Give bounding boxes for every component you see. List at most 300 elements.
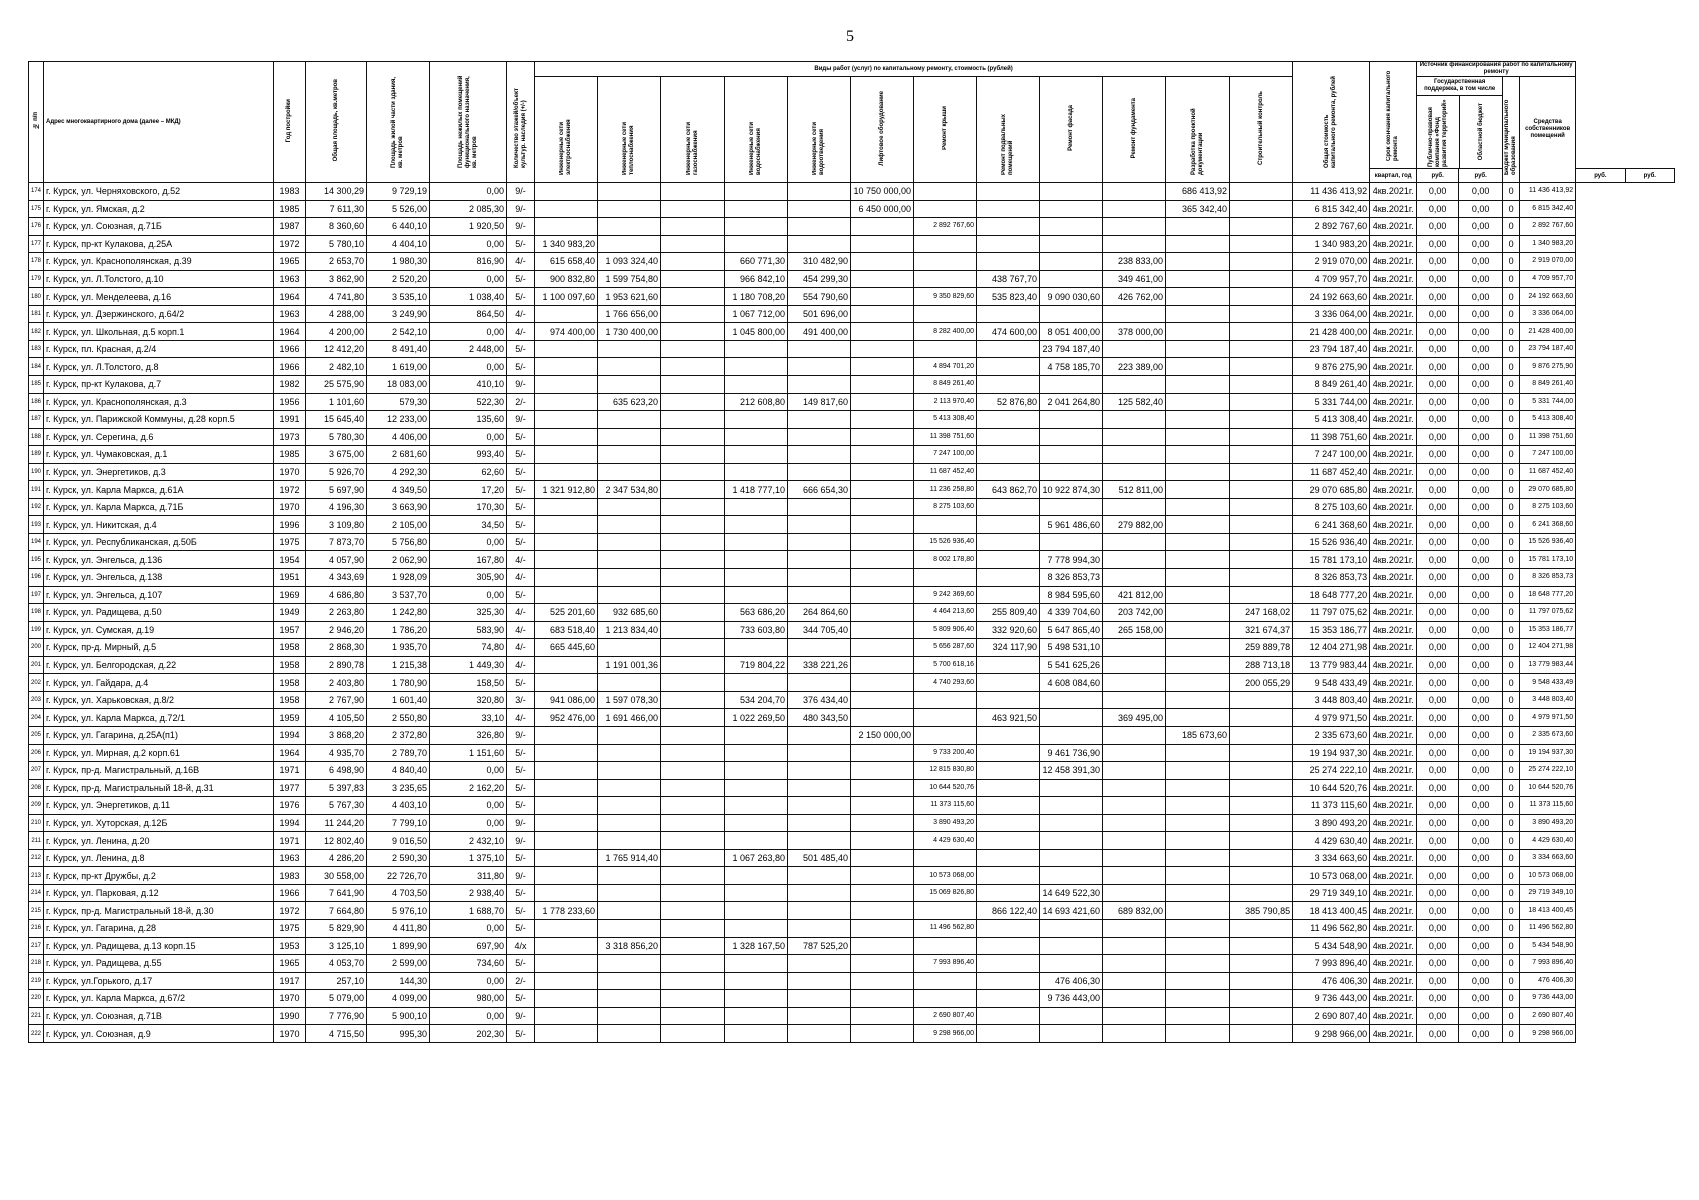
- table-cell: 179: [29, 270, 44, 288]
- table-cell: 29 719 349,10: [1520, 884, 1576, 902]
- table-cell: 247 168,02: [1230, 604, 1293, 622]
- table-cell: 1971: [274, 762, 306, 780]
- table-cell: 4 429 630,40: [914, 832, 977, 850]
- table-cell: 0,00: [1417, 849, 1459, 867]
- table-cell: [1166, 832, 1230, 850]
- table-cell: [725, 972, 788, 990]
- table-cell: 8 275 103,60: [1293, 498, 1370, 516]
- table-cell: 2 520,20: [367, 270, 430, 288]
- table-cell: [1166, 639, 1230, 657]
- table-row: [29, 937, 1675, 955]
- table-cell: [851, 744, 914, 762]
- table-cell: 4кв.2021г.: [1370, 288, 1417, 306]
- table-cell: 7 247 100,00: [1520, 446, 1576, 464]
- table-cell: [1230, 288, 1293, 306]
- table-cell: 2 542,10: [367, 323, 430, 341]
- table-cell: 535 823,40: [977, 288, 1040, 306]
- table-cell: 264 864,60: [788, 604, 851, 622]
- table-cell: [788, 516, 851, 534]
- table-cell: 200 055,29: [1230, 674, 1293, 692]
- table-cell: [535, 551, 598, 569]
- table-cell: 24 192 663,60: [1520, 288, 1576, 306]
- table-cell: 9 876 275,90: [1293, 358, 1370, 376]
- table-cell: г. Курск, ул. Л.Толстого, д.10: [44, 270, 274, 288]
- col-nonres-area: Площадь нежилых помещений функционального назначения, кв. метров: [430, 62, 507, 183]
- table-cell: [598, 955, 661, 973]
- table-cell: [914, 200, 977, 218]
- table-cell: [851, 533, 914, 551]
- col-basement: Ремонт подвальных помещений: [977, 77, 1040, 183]
- table-row: [29, 832, 1675, 850]
- table-cell: 0,00: [1459, 340, 1503, 358]
- table-cell: 3 890 493,20: [1293, 814, 1370, 832]
- table-cell: 0,00: [1459, 516, 1503, 534]
- table-cell: 10 922 874,30: [1040, 481, 1103, 499]
- table-cell: 0,00: [1417, 814, 1459, 832]
- table-cell: 191: [29, 481, 44, 499]
- table-cell: [598, 358, 661, 376]
- table-cell: 0,00: [1417, 463, 1459, 481]
- table-cell: [598, 428, 661, 446]
- table-cell: [1230, 972, 1293, 990]
- table-cell: [535, 393, 598, 411]
- table-cell: г. Курск, ул. Ямская, д.2: [44, 200, 274, 218]
- table-cell: [851, 990, 914, 1008]
- table-cell: 4кв.2021г.: [1370, 481, 1417, 499]
- table-cell: 1 765 914,40: [598, 849, 661, 867]
- table-cell: [977, 586, 1040, 604]
- col-foundation: Ремонт фундамента: [1103, 77, 1166, 183]
- table-cell: г. Курск, ул. Радищева, д.55: [44, 955, 274, 973]
- table-cell: 0,00: [1459, 902, 1503, 920]
- table-cell: 3 334 663,60: [1293, 849, 1370, 867]
- table-cell: [661, 762, 725, 780]
- table-cell: 2 150 000,00: [851, 726, 914, 744]
- table-cell: [598, 498, 661, 516]
- table-cell: [788, 340, 851, 358]
- table-cell: 4кв.2021г.: [1370, 463, 1417, 481]
- table-cell: [977, 498, 1040, 516]
- table-cell: [1103, 463, 1166, 481]
- table-cell: 11 398 751,60: [914, 428, 977, 446]
- table-cell: 4кв.2021г.: [1370, 884, 1417, 902]
- table-cell: [977, 218, 1040, 236]
- table-cell: [851, 270, 914, 288]
- table-cell: [1040, 691, 1103, 709]
- table-cell: [788, 183, 851, 201]
- table-cell: [977, 990, 1040, 1008]
- table-cell: 11 436 413,92: [1293, 183, 1370, 201]
- table-cell: [1166, 411, 1230, 429]
- table-cell: [788, 446, 851, 464]
- table-cell: [1166, 990, 1230, 1008]
- table-cell: 4кв.2021г.: [1370, 376, 1417, 394]
- table-cell: [1103, 376, 1166, 394]
- table-cell: 4 979 971,50: [1520, 709, 1576, 727]
- state-support-header: [1417, 77, 1503, 169]
- table-cell: 170,30: [430, 498, 507, 516]
- table-cell: 4кв.2021г.: [1370, 726, 1417, 744]
- table-cell: 15 526 936,40: [1520, 533, 1576, 551]
- table-cell: 5 498 531,10: [1040, 639, 1103, 657]
- table-cell: [1166, 481, 1230, 499]
- table-cell: [788, 955, 851, 973]
- table-cell: [1230, 235, 1293, 253]
- table-cell: [851, 867, 914, 885]
- table-cell: [1103, 656, 1166, 674]
- table-cell: 194: [29, 533, 44, 551]
- table-cell: [788, 235, 851, 253]
- table-cell: [535, 867, 598, 885]
- table-cell: [661, 446, 725, 464]
- table-cell: [851, 656, 914, 674]
- table-cell: 192: [29, 498, 44, 516]
- col-living-area: Площадь жилой части здания, кв. метров: [367, 62, 430, 183]
- table-cell: [1103, 340, 1166, 358]
- table-cell: [725, 797, 788, 815]
- table-cell: [661, 218, 725, 236]
- table-cell: [1040, 376, 1103, 394]
- table-cell: 12 458 391,30: [1040, 762, 1103, 780]
- table-cell: [914, 849, 977, 867]
- table-cell: 3 249,90: [367, 305, 430, 323]
- table-cell: [598, 832, 661, 850]
- table-cell: 7 641,90: [306, 884, 367, 902]
- table-cell: 4кв.2021г.: [1370, 428, 1417, 446]
- table-cell: 365 342,40: [1166, 200, 1230, 218]
- table-cell: 8 360,60: [306, 218, 367, 236]
- table-cell: 734,60: [430, 955, 507, 973]
- table-cell: 686 413,92: [1166, 183, 1230, 201]
- table-row: [29, 674, 1675, 692]
- table-cell: [851, 551, 914, 569]
- table-cell: [535, 183, 598, 201]
- table-cell: [1103, 867, 1166, 885]
- table-cell: [661, 340, 725, 358]
- table-cell: 12 404 271,98: [1520, 639, 1576, 657]
- table-cell: 3 675,00: [306, 446, 367, 464]
- col-facade: Ремонт фасада: [1040, 77, 1103, 183]
- table-cell: 2 347 534,80: [598, 481, 661, 499]
- table-cell: [851, 762, 914, 780]
- table-cell: 2 403,80: [306, 674, 367, 692]
- table-cell: 476 406,30: [1040, 972, 1103, 990]
- col-control: Строительный контроль: [1230, 77, 1293, 183]
- table-cell: 5/-: [507, 586, 535, 604]
- table-cell: [661, 849, 725, 867]
- table-cell: [851, 481, 914, 499]
- table-cell: [725, 902, 788, 920]
- table-cell: 512 811,00: [1103, 481, 1166, 499]
- table-cell: г. Курск, ул. Чумаковская, д.1: [44, 446, 274, 464]
- table-cell: 4кв.2021г.: [1370, 867, 1417, 885]
- table-cell: 9 298 966,00: [914, 1025, 977, 1043]
- table-cell: [535, 832, 598, 850]
- table-cell: 0,00: [1417, 709, 1459, 727]
- table-cell: [1166, 533, 1230, 551]
- table-cell: 1 619,00: [367, 358, 430, 376]
- table-cell: [661, 533, 725, 551]
- table-row: [29, 218, 1675, 236]
- table-cell: [661, 656, 725, 674]
- table-cell: 5/-: [507, 849, 535, 867]
- table-cell: [1103, 990, 1166, 1008]
- table-cell: 324 117,90: [977, 639, 1040, 657]
- table-cell: [598, 551, 661, 569]
- table-cell: [598, 516, 661, 534]
- table-cell: 2 432,10: [430, 832, 507, 850]
- col-floors: Количество этажей/объект культур. наследия (+/-): [507, 62, 535, 183]
- table-cell: 0: [1503, 516, 1520, 534]
- table-cell: 195: [29, 551, 44, 569]
- table-cell: 1 691 466,00: [598, 709, 661, 727]
- table-cell: [535, 516, 598, 534]
- table-cell: [1230, 779, 1293, 797]
- table-cell: [977, 849, 1040, 867]
- table-cell: г. Курск, ул. Сумская, д.19: [44, 621, 274, 639]
- col-electric: Инженерные сети электроснабжения: [535, 77, 598, 183]
- table-cell: 4кв.2021г.: [1370, 393, 1417, 411]
- table-cell: [1103, 832, 1166, 850]
- table-cell: 4кв.2021г.: [1370, 340, 1417, 358]
- table-cell: [535, 498, 598, 516]
- table-cell: 2 482,10: [306, 358, 367, 376]
- table-cell: [535, 955, 598, 973]
- table-cell: 4кв.2021г.: [1370, 516, 1417, 534]
- table-cell: [1230, 358, 1293, 376]
- table-cell: 0: [1503, 674, 1520, 692]
- table-cell: [851, 797, 914, 815]
- table-cell: 0,00: [1417, 305, 1459, 323]
- table-cell: 0: [1503, 990, 1520, 1008]
- table-cell: 10 644 520,76: [1520, 779, 1576, 797]
- table-cell: [661, 586, 725, 604]
- table-cell: [1103, 639, 1166, 657]
- table-cell: 5 434 548,90: [1520, 937, 1576, 955]
- table-cell: 1972: [274, 481, 306, 499]
- table-cell: 665 445,60: [535, 639, 598, 657]
- table-cell: 0,00: [1459, 814, 1503, 832]
- table-cell: 2 590,30: [367, 849, 430, 867]
- table-cell: 0,00: [1417, 376, 1459, 394]
- table-row: [29, 691, 1675, 709]
- table-cell: 182: [29, 323, 44, 341]
- table-cell: [535, 586, 598, 604]
- table-cell: [1230, 393, 1293, 411]
- table-cell: 0,00: [1417, 446, 1459, 464]
- table-cell: 2 105,00: [367, 516, 430, 534]
- table-cell: 5/-: [507, 288, 535, 306]
- table-cell: [788, 919, 851, 937]
- table-cell: [661, 393, 725, 411]
- table-cell: г. Курск, ул. Союзная, д.71В: [44, 1007, 274, 1025]
- table-cell: 1965: [274, 253, 306, 271]
- table-cell: [1040, 832, 1103, 850]
- table-cell: 4 105,50: [306, 709, 367, 727]
- table-cell: 2 335 673,60: [1293, 726, 1370, 744]
- table-cell: 1 418 777,10: [725, 481, 788, 499]
- table-cell: 0,00: [1459, 218, 1503, 236]
- table-cell: 5/-: [507, 516, 535, 534]
- table-cell: 0,00: [1459, 253, 1503, 271]
- table-cell: [788, 463, 851, 481]
- table-cell: 1964: [274, 744, 306, 762]
- table-cell: 5/-: [507, 235, 535, 253]
- table-cell: 18 648 777,20: [1520, 586, 1576, 604]
- col-total-cost: Общая стоимость капитального ремонта, рублей: [1293, 62, 1370, 183]
- table-cell: г. Курск, ул. Карла Маркса, д.72/1: [44, 709, 274, 727]
- table-cell: г. Курск, ул. Школьная, д.5 корп.1: [44, 323, 274, 341]
- table-cell: 8 849 261,40: [1520, 376, 1576, 394]
- table-cell: [725, 884, 788, 902]
- table-row: [29, 270, 1675, 288]
- table-cell: 0,00: [1459, 726, 1503, 744]
- table-cell: [1166, 709, 1230, 727]
- table-cell: [914, 270, 977, 288]
- table-cell: [661, 709, 725, 727]
- table-cell: [1166, 691, 1230, 709]
- table-cell: 4 099,00: [367, 990, 430, 1008]
- table-row: [29, 814, 1675, 832]
- table-cell: 193: [29, 516, 44, 534]
- table-cell: 9/-: [507, 411, 535, 429]
- table-cell: [1103, 814, 1166, 832]
- table-cell: 3 890 493,20: [914, 814, 977, 832]
- table-cell: 0,00: [1459, 323, 1503, 341]
- table-cell: 199: [29, 621, 44, 639]
- table-cell: 4кв.2021г.: [1370, 1007, 1417, 1025]
- table-cell: 238 833,00: [1103, 253, 1166, 271]
- table-cell: 177: [29, 235, 44, 253]
- table-cell: [725, 551, 788, 569]
- table-cell: 4кв.2021г.: [1370, 674, 1417, 692]
- table-cell: 221: [29, 1007, 44, 1025]
- table-cell: 0,00: [1459, 481, 1503, 499]
- table-cell: [598, 1007, 661, 1025]
- table-cell: 9 298 966,00: [1293, 1025, 1370, 1043]
- table-cell: 320,80: [430, 691, 507, 709]
- table-cell: 174: [29, 183, 44, 201]
- table-row: [29, 902, 1675, 920]
- table-cell: 0,00: [1459, 762, 1503, 780]
- table-cell: 3 890 493,20: [1520, 814, 1576, 832]
- table-cell: 5 780,30: [306, 428, 367, 446]
- table-cell: [598, 411, 661, 429]
- table-cell: [1040, 411, 1103, 429]
- table-cell: 1 100 097,60: [535, 288, 598, 306]
- table-cell: 189: [29, 446, 44, 464]
- table-cell: 23 794 187,40: [1040, 340, 1103, 358]
- table-cell: г. Курск, ул. Белгородская, д.22: [44, 656, 274, 674]
- table-cell: 0,00: [1417, 937, 1459, 955]
- table-cell: [725, 463, 788, 481]
- table-cell: 4 715,50: [306, 1025, 367, 1043]
- table-cell: 7 778 994,30: [1040, 551, 1103, 569]
- table-cell: 1 780,90: [367, 674, 430, 692]
- table-cell: 6 815 342,40: [1293, 200, 1370, 218]
- table-cell: [851, 516, 914, 534]
- table-cell: 1976: [274, 797, 306, 815]
- table-cell: 11 687 452,40: [1520, 463, 1576, 481]
- table-cell: [851, 902, 914, 920]
- table-cell: [914, 990, 977, 1008]
- table-cell: 2 690 807,40: [1293, 1007, 1370, 1025]
- table-cell: [1230, 1025, 1293, 1043]
- table-cell: 1 340 983,20: [535, 235, 598, 253]
- table-cell: 2 041 264,80: [1040, 393, 1103, 411]
- table-cell: [977, 726, 1040, 744]
- table-cell: [1040, 955, 1103, 973]
- table-cell: 29 719 349,10: [1293, 884, 1370, 902]
- table-cell: 15 069 826,80: [914, 884, 977, 902]
- table-cell: [725, 762, 788, 780]
- table-cell: 3 336 064,00: [1520, 305, 1576, 323]
- table-cell: 900 832,80: [535, 270, 598, 288]
- table-cell: [661, 797, 725, 815]
- table-cell: 0: [1503, 762, 1520, 780]
- table-cell: 0,00: [1417, 569, 1459, 587]
- table-cell: 0,00: [1459, 919, 1503, 937]
- table-cell: 0,00: [1417, 551, 1459, 569]
- table-cell: 4 703,50: [367, 884, 430, 902]
- table-cell: 62,60: [430, 463, 507, 481]
- table-cell: 4/-: [507, 253, 535, 271]
- table-cell: 4 709 957,70: [1520, 270, 1576, 288]
- table-cell: [977, 463, 1040, 481]
- table-cell: [977, 428, 1040, 446]
- table-cell: 974 400,00: [535, 323, 598, 341]
- table-cell: 0,00: [1417, 691, 1459, 709]
- table-cell: 203 742,00: [1103, 604, 1166, 622]
- table-cell: 344 705,40: [788, 621, 851, 639]
- table-cell: [725, 919, 788, 937]
- table-cell: 0,00: [430, 1007, 507, 1025]
- table-cell: 9 242 369,60: [914, 586, 977, 604]
- table-cell: 206: [29, 744, 44, 762]
- table-cell: 8 849 261,40: [914, 376, 977, 394]
- table-cell: 5 697,90: [306, 481, 367, 499]
- table-cell: 426 762,00: [1103, 288, 1166, 306]
- table-cell: 0: [1503, 393, 1520, 411]
- table-cell: 1970: [274, 1025, 306, 1043]
- col-heat: Инженерные сети теплоснабжения: [598, 77, 661, 183]
- table-cell: 463 921,50: [977, 709, 1040, 727]
- table-cell: [788, 551, 851, 569]
- table-cell: 8 326 853,73: [1520, 569, 1576, 587]
- table-cell: 7 611,30: [306, 200, 367, 218]
- table-cell: [851, 1007, 914, 1025]
- table-cell: 0,00: [1417, 621, 1459, 639]
- table-cell: 213: [29, 867, 44, 885]
- table-cell: 9/-: [507, 200, 535, 218]
- table-cell: 4кв.2021г.: [1370, 183, 1417, 201]
- table-cell: [1230, 481, 1293, 499]
- table-cell: [535, 674, 598, 692]
- table-cell: [977, 937, 1040, 955]
- table-cell: [788, 376, 851, 394]
- table-cell: 5/-: [507, 919, 535, 937]
- table-cell: [661, 779, 725, 797]
- table-cell: 0,00: [1459, 674, 1503, 692]
- table-cell: [535, 726, 598, 744]
- table-cell: 4кв.2021г.: [1370, 779, 1417, 797]
- table-cell: г. Курск, пр-кт Кулакова, д.7: [44, 376, 274, 394]
- unit-rub-fund: руб.: [1417, 169, 1459, 183]
- table-cell: [1103, 218, 1166, 236]
- table-cell: 223 389,00: [1103, 358, 1166, 376]
- table-cell: 1 022 269,50: [725, 709, 788, 727]
- table-cell: [851, 463, 914, 481]
